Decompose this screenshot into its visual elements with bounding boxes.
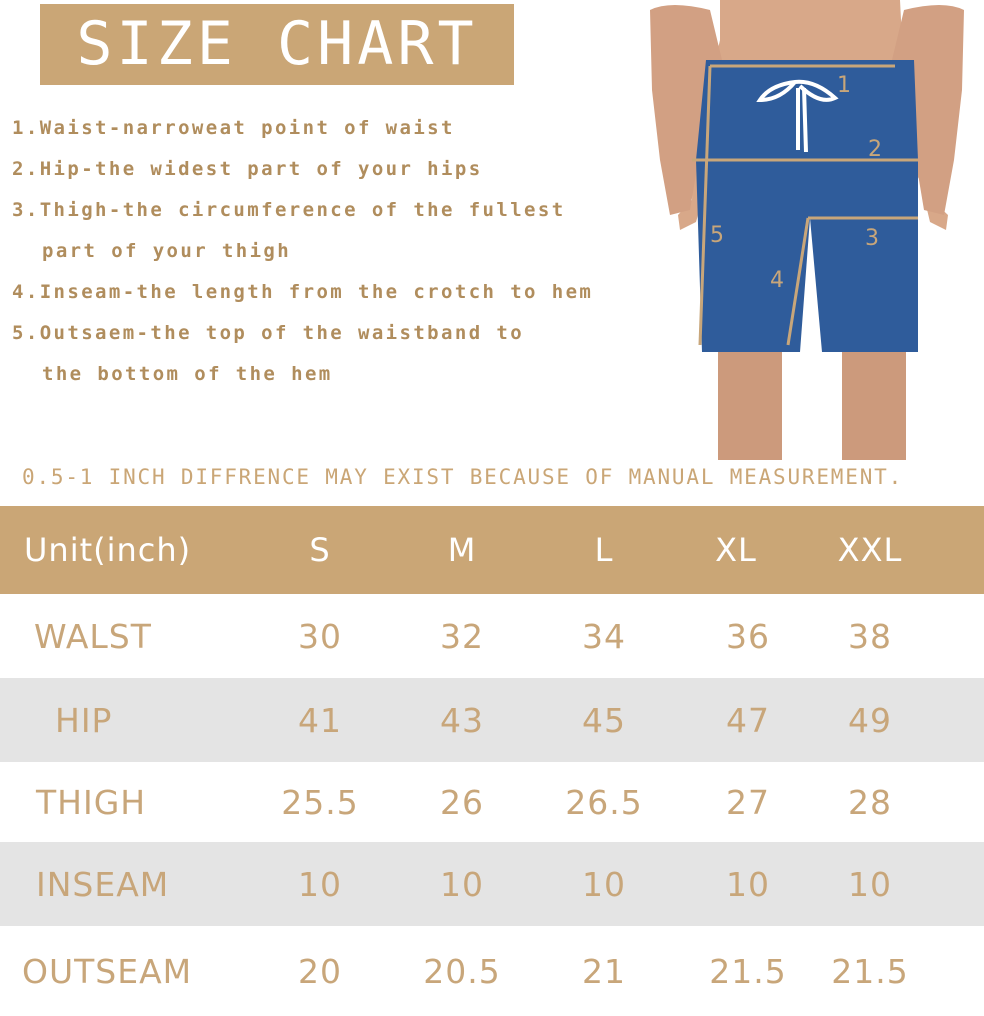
cell-value: 36 [726,616,770,656]
row-label: HIP [55,700,113,740]
marker-outseam: 5 [710,223,724,248]
cell-value: 21 [582,951,626,991]
cell-value: 45 [582,700,626,740]
model-right-leg [842,345,906,460]
cell-value: 10 [726,864,770,904]
marker-thigh: 3 [865,226,879,251]
measure-item-hip [12,158,483,180]
measure-text: Hip-the widest part of your hips [39,158,483,180]
cell-value: 10 [298,864,342,904]
cell-value: 34 [582,616,626,656]
table-row [0,762,984,842]
cell-value: 10 [440,864,484,904]
table-row [0,594,984,678]
cell-value: 47 [726,700,770,740]
marker-hip: 2 [868,137,882,162]
shorts-measurement-figure [630,0,984,460]
measure-text: Waist-narroweat point of waist [39,117,455,139]
cell-value: 41 [298,700,342,740]
measure-item-waist [12,117,455,139]
table-row [0,678,984,762]
cell-value: 28 [848,782,892,822]
cell-value: 10 [848,864,892,904]
row-label: INSEAM [36,864,170,904]
marker-waist: 1 [837,73,851,98]
cell-value: 27 [726,782,770,822]
measure-number: 2. [12,158,40,180]
size-chart-title: SIZE CHART [40,4,514,85]
cell-value: 38 [848,616,892,656]
header-size-m: M [447,531,477,569]
cell-value: 32 [440,616,484,656]
table-row [0,842,984,926]
shorts-body [696,60,918,352]
cell-value: 25.5 [281,782,359,822]
header-unit: Unit(inch) [24,531,192,569]
table-header-row [0,506,984,594]
cell-value: 20.5 [423,951,501,991]
shorts-illustration [630,0,984,460]
measure-item-thigh [12,199,566,221]
cell-value: 30 [298,616,342,656]
row-label: THIGH [36,782,147,822]
measure-text: Inseam-the length from the crotch to hem [39,281,594,303]
cell-value: 21.5 [709,951,787,991]
cell-value: 20 [298,951,342,991]
measure-number: 1. [12,117,40,139]
measure-number: 5. [12,322,40,344]
measure-item-inseam [12,281,593,303]
measure-number: 4. [12,281,40,303]
measure-text-continued: the bottom of the hem [42,363,333,385]
measure-text-continued: part of your thigh [42,240,292,262]
cell-value: 43 [440,700,484,740]
cell-value: 49 [848,700,892,740]
row-label: OUTSEAM [22,951,193,991]
cell-value: 26.5 [565,782,643,822]
cell-value: 26 [440,782,484,822]
measurement-note: 0.5-1 INCH DIFFRENCE MAY EXIST BECAUSE OF MANUAL MEASUREMENT. [22,465,904,489]
cell-value: 10 [582,864,626,904]
header-size-l: L [594,531,614,569]
header-size-xl: XL [715,531,757,569]
measure-number: 3. [12,199,40,221]
measure-item-outseam [12,322,524,344]
header-size-s: S [309,531,331,569]
measure-text: Thigh-the circumference of the fullest [39,199,566,221]
header-size-xxl: XXL [837,531,903,569]
marker-inseam: 4 [770,268,784,293]
cell-value: 21.5 [831,951,909,991]
row-label: WALST [34,616,152,656]
measure-text: Outsaem-the top of the waistband to [39,322,525,344]
model-left-leg [718,345,782,460]
table-row [0,926,984,1016]
